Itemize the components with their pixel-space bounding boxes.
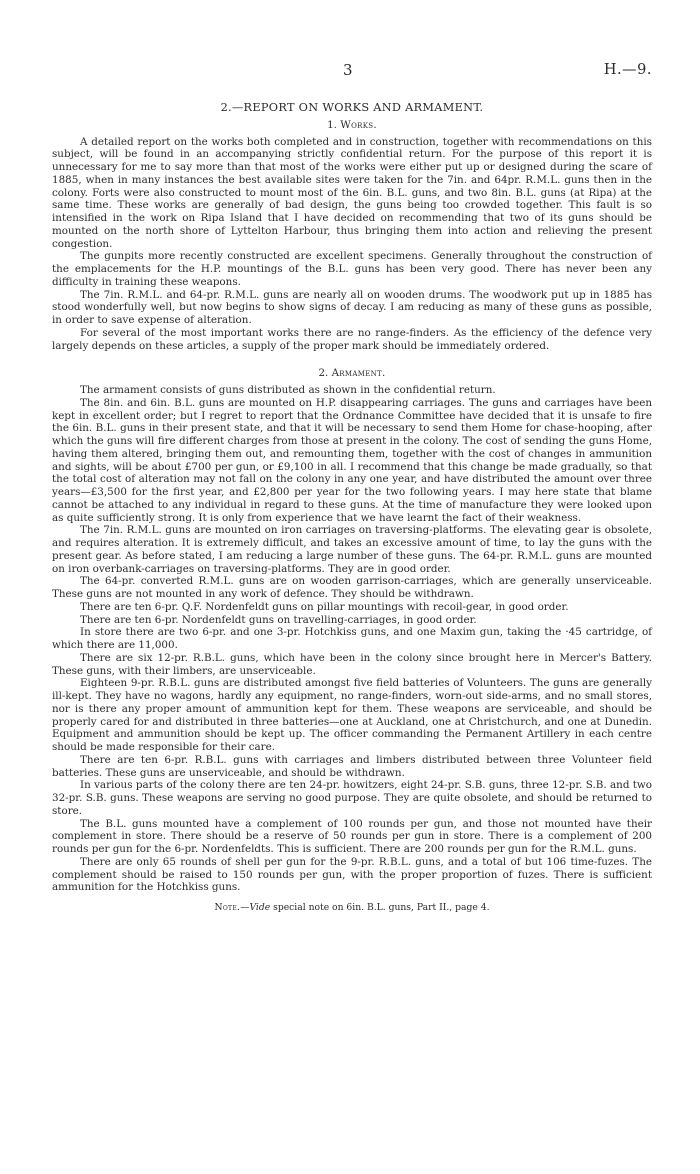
section-title: Works. bbox=[340, 118, 377, 131]
paragraph: The B.L. guns mounted have a complement of 100 rounds per gun, and those not mounted have their complement in store. There should be a reserve of 50 rounds per gun in store. There is a complement of 200 rounds per gun for the 6-pr. Nordenfeldts. This is sufficient. There are 200 rounds per gun for the R.M.L. guns. bbox=[52, 817, 652, 855]
series-code: H.—9. bbox=[603, 62, 652, 78]
paragraph: For several of the most important works there are no range-finders. As the efficiency of the defence very largely depends on these articles, a supply of the proper mark should be immediately ordered. bbox=[52, 326, 652, 352]
section-number: 2. bbox=[318, 367, 329, 380]
paragraph: The 8in. and 6in. B.L. guns are mounted on H.P. disappearing carriages. The guns and carriages have been kept in excellent order; but I regret to report that the Ordnance Committee have decided that it is unsafe to fire the 6in. B.L. guns in their present state, and that it will be necessary to send them Home for chase-hooping, after which the guns will fire different charges from those at present in the colony. The cost of sending the guns Home, having them altered, bringing them out, and remounting them, together with the cost of changes in ammunition and sights, will be about £700 per gun, or £9,100 in all. I recommend that this change be made gradually, so that the total cost of alteration may not fall on the colony in any one year, and have distributed the amount over three years—£3,500 for the first year, and £2,800 per year for the two following years. I may here state that blame cannot be attached to any individual in regard to these guns. At the time of manufacture they were looked upon as quite sufficiently strong. It is only from experience that we have learnt the fact of their weakness. bbox=[52, 396, 652, 524]
footnote: Note.—Vide special note on 6in. B.L. guns, Part II., page 4. bbox=[214, 902, 490, 913]
paragraph: There are ten 6-pr. Q.F. Nordenfeldt guns on pillar mountings with recoil-gear, in good order. bbox=[80, 600, 569, 613]
section-works bbox=[52, 119, 652, 353]
paragraph: There are six 12-pr. R.B.L. guns, which have been in the colony since brought here in Mercer's Battery. These guns, with their limbers, are unserviceable. bbox=[52, 651, 652, 677]
paragraph: The 7in. R.M.L. and 64-pr. R.M.L. guns are nearly all on wooden drums. The woodwork put up in 1885 has stood wonderfully well, but now begins to show signs of decay. I am reducing as many of these guns as possible, in order to save expense of alteration. bbox=[52, 288, 652, 326]
section-title: Armament. bbox=[331, 367, 386, 380]
paragraph: The gunpits more recently constructed are excellent specimens. Generally throughout the construction of the emplacements for the H.P. mountings of the B.L. guns has been very good. There has never been any difficulty in training these weapons. bbox=[52, 250, 652, 288]
footnote-prefix: Vide bbox=[249, 902, 271, 913]
section-number: 1. bbox=[327, 118, 337, 131]
paragraph: In store there are two 6-pr. and one 3-pr. Hotchkiss guns, and one Maxim gun, taking the ·45 cartridge, of which there are 11,000. bbox=[52, 626, 652, 651]
paragraph: The 7in. R.M.L. guns are mounted on iron carriages on traversing-platforms. The elevating gear is obsolete, and requires alteration. It is extremely difficult, and takes an excessive amount of time, to lay the guns with the present gear. As before stated, I am reducing a large number of these guns. The 64-pr. R.M.L. guns are mounted on iron overbank-carriages on traversing-platforms. They are in good order. bbox=[52, 524, 652, 575]
section-heading-works bbox=[52, 119, 652, 132]
paragraph: In various parts of the colony there are ten 24-pr. howitzers, eight 24-pr. S.B. guns, three 12-pr. S.B. and two 32-pr. S.B. guns. These weapons are serving no good purpose. They are quite obsolete, and should be returned to store. bbox=[52, 779, 652, 817]
footnote-text: special note on 6in. B.L. guns, Part II., page 4. bbox=[273, 902, 490, 913]
section-heading-armament bbox=[52, 367, 652, 380]
paragraph: The armament consists of guns distributed as shown in the confidential return. bbox=[80, 384, 496, 396]
page-number: 3 bbox=[343, 61, 353, 79]
paragraph: The 64-pr. converted R.M.L. guns are on wooden garrison-carriages, which are generally unserviceable. These guns are not mounted in any work of defence. They should be withdrawn. bbox=[52, 575, 652, 600]
paragraph: A detailed report on the works both completed and in construction, together with recommendations on this subject, will be found in an accompanying strictly confidential return. For the purpose of this report it is unnecessary for me to say more than that most of the works were either put up or designed during the scare of 1885, when in many instances the best available sites were taken for the 7in. and 64pr. R.M.L. guns then in the colony. Forts were also constructed to mount most of the 6in. B.L. guns, and two 8in. B.L. guns (at Ripa) at the same time. These works are generally of bad design, the guns being too crowded together. This fault is so intensified in the work on Ripa Island that I have decided on recommending that two of its guns should be mounted on the north shore of Lyttelton Harbour, thus bringing them into action and relieving the present congestion. bbox=[52, 135, 652, 250]
report-title: 2.—REPORT ON WORKS AND ARMAMENT. bbox=[220, 101, 484, 114]
paragraph: Eighteen 9-pr. R.B.L. guns are distributed amongst five field batteries of Volunteers. The guns are generally ill-kept. They have no wagons, hardly any equipment, no range-finders, worn-out side-arms, and no small stores, nor is there any proper amount of ammunition kept for them. These weapons are serviceable, and should be properly cared for and distributed in three batteries—one at Auckland, one at Christchurch, and one at Dunedin. Equipment and ammunition should be kept up. The officer commanding the Permanent Artillery in each centre should be made responsible for their care. bbox=[52, 677, 652, 753]
paragraph: There are ten 6-pr. R.B.L. guns with carriages and limbers distributed between three Volunteer field batteries. These guns are unserviceable, and should be withdrawn. bbox=[52, 753, 652, 779]
footnote-label: Note. bbox=[214, 902, 241, 913]
paragraph: There are only 65 rounds of shell per gun for the 9-pr. R.B.L. guns, and a total of but 106 time-fuzes. The complement should be raised to 150 rounds per gun, with the proper proportion of fuzes. There is sufficient ammunition for the Hotchkiss guns. bbox=[52, 855, 652, 894]
section-armament bbox=[52, 367, 652, 894]
paragraph: There are ten 6-pr. Nordenfeldt guns on travelling-carriages, in good order. bbox=[80, 613, 477, 626]
